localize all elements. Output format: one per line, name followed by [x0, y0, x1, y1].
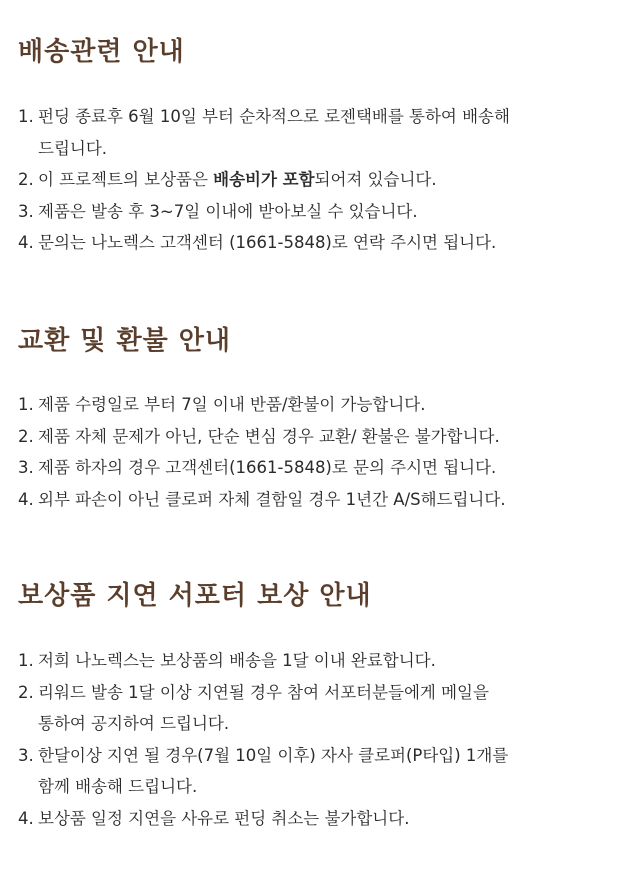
item-text: 제품 수령일로 부터 7일 이내 반품/환불이 가능합니다.: [38, 395, 426, 414]
shipping-info-section: [18, 34, 618, 259]
list-item: [18, 645, 618, 677]
exchange-refund-heading: 교환 및 환불 안내: [18, 326, 231, 356]
list-item: [18, 452, 618, 484]
exchange-refund-list: [18, 389, 618, 515]
item-number: 4.: [18, 489, 34, 509]
list-item: [18, 803, 618, 835]
item-number: 2.: [18, 170, 34, 189]
exchange-refund-section: [18, 323, 618, 515]
item-number: 3.: [18, 201, 34, 221]
list-item: [18, 227, 618, 259]
item-number: 3.: [18, 458, 34, 477]
list-item: [18, 740, 618, 803]
item-text: 이 프로젝트의 보상품은: [38, 170, 214, 189]
item-text: 문의는 나노렉스 고객센터 (1661-5848)로 연락 주시면 됩니다.: [38, 233, 497, 252]
item-text: 보상품 일정 지연을 사유로 펀딩 취소는 불가합니다.: [38, 808, 410, 828]
item-text-continued: 함께 배송해 드립니다.: [38, 777, 198, 796]
item-number: 3.: [18, 745, 34, 765]
item-number: 1.: [18, 651, 34, 670]
item-text: 리워드 발송 1달 이상 지연될 경우 참여 서포터분들에게 메일을: [38, 682, 489, 702]
shipping-info-list: [18, 101, 618, 259]
list-item: [18, 677, 618, 740]
item-text: 저희 나노렉스는 보상품의 배송을 1달 이내 완료합니다.: [38, 651, 436, 670]
item-number: 1.: [18, 395, 34, 414]
item-text-after: 되어져 있습니다.: [314, 170, 437, 189]
list-item: [18, 484, 618, 516]
list-item: [18, 389, 618, 421]
item-text: 제품은 발송 후 3~7일 이내에 받아보실 수 있습니다.: [38, 201, 418, 221]
delay-compensation-list: [18, 645, 618, 834]
item-number: 4.: [18, 808, 34, 828]
delay-compensation-section: [18, 578, 618, 834]
shipping-info-heading: 배송관련 안내: [18, 37, 185, 67]
item-number: 4.: [18, 233, 34, 252]
delay-compensation-heading: 보상품 지연 서포터 보상 안내: [18, 581, 372, 611]
item-text-emphasis: 배송비가 포함: [213, 170, 315, 189]
item-text-continued: 드립니다.: [38, 138, 108, 158]
item-text-continued: 통하여 공지하여 드립니다.: [38, 714, 230, 733]
item-number: 1.: [18, 107, 34, 126]
item-number: 2.: [18, 682, 34, 702]
item-text: 제품 하자의 경우 고객센터(1661-5848)로 문의 주시면 됩니다.: [38, 458, 497, 477]
list-item: [18, 164, 618, 196]
item-text: 한달이상 지연 될 경우(7월 10일 이후) 자사 클로퍼(P타입) 1개를: [38, 745, 509, 765]
list-item: [18, 196, 618, 228]
item-number: 2.: [18, 426, 34, 446]
item-text: 외부 파손이 아닌 클로퍼 자체 결함일 경우 1년간 A/S해드립니다.: [38, 489, 506, 509]
list-item: [18, 101, 618, 164]
item-text: 제품 자체 문제가 아닌, 단순 변심 경우 교환/ 환불은 불가합니다.: [38, 426, 500, 446]
item-text: 펀딩 종료후 6월 10일 부터 순차적으로 로젠택배를 통하여 배송해: [38, 107, 510, 126]
list-item: [18, 421, 618, 453]
